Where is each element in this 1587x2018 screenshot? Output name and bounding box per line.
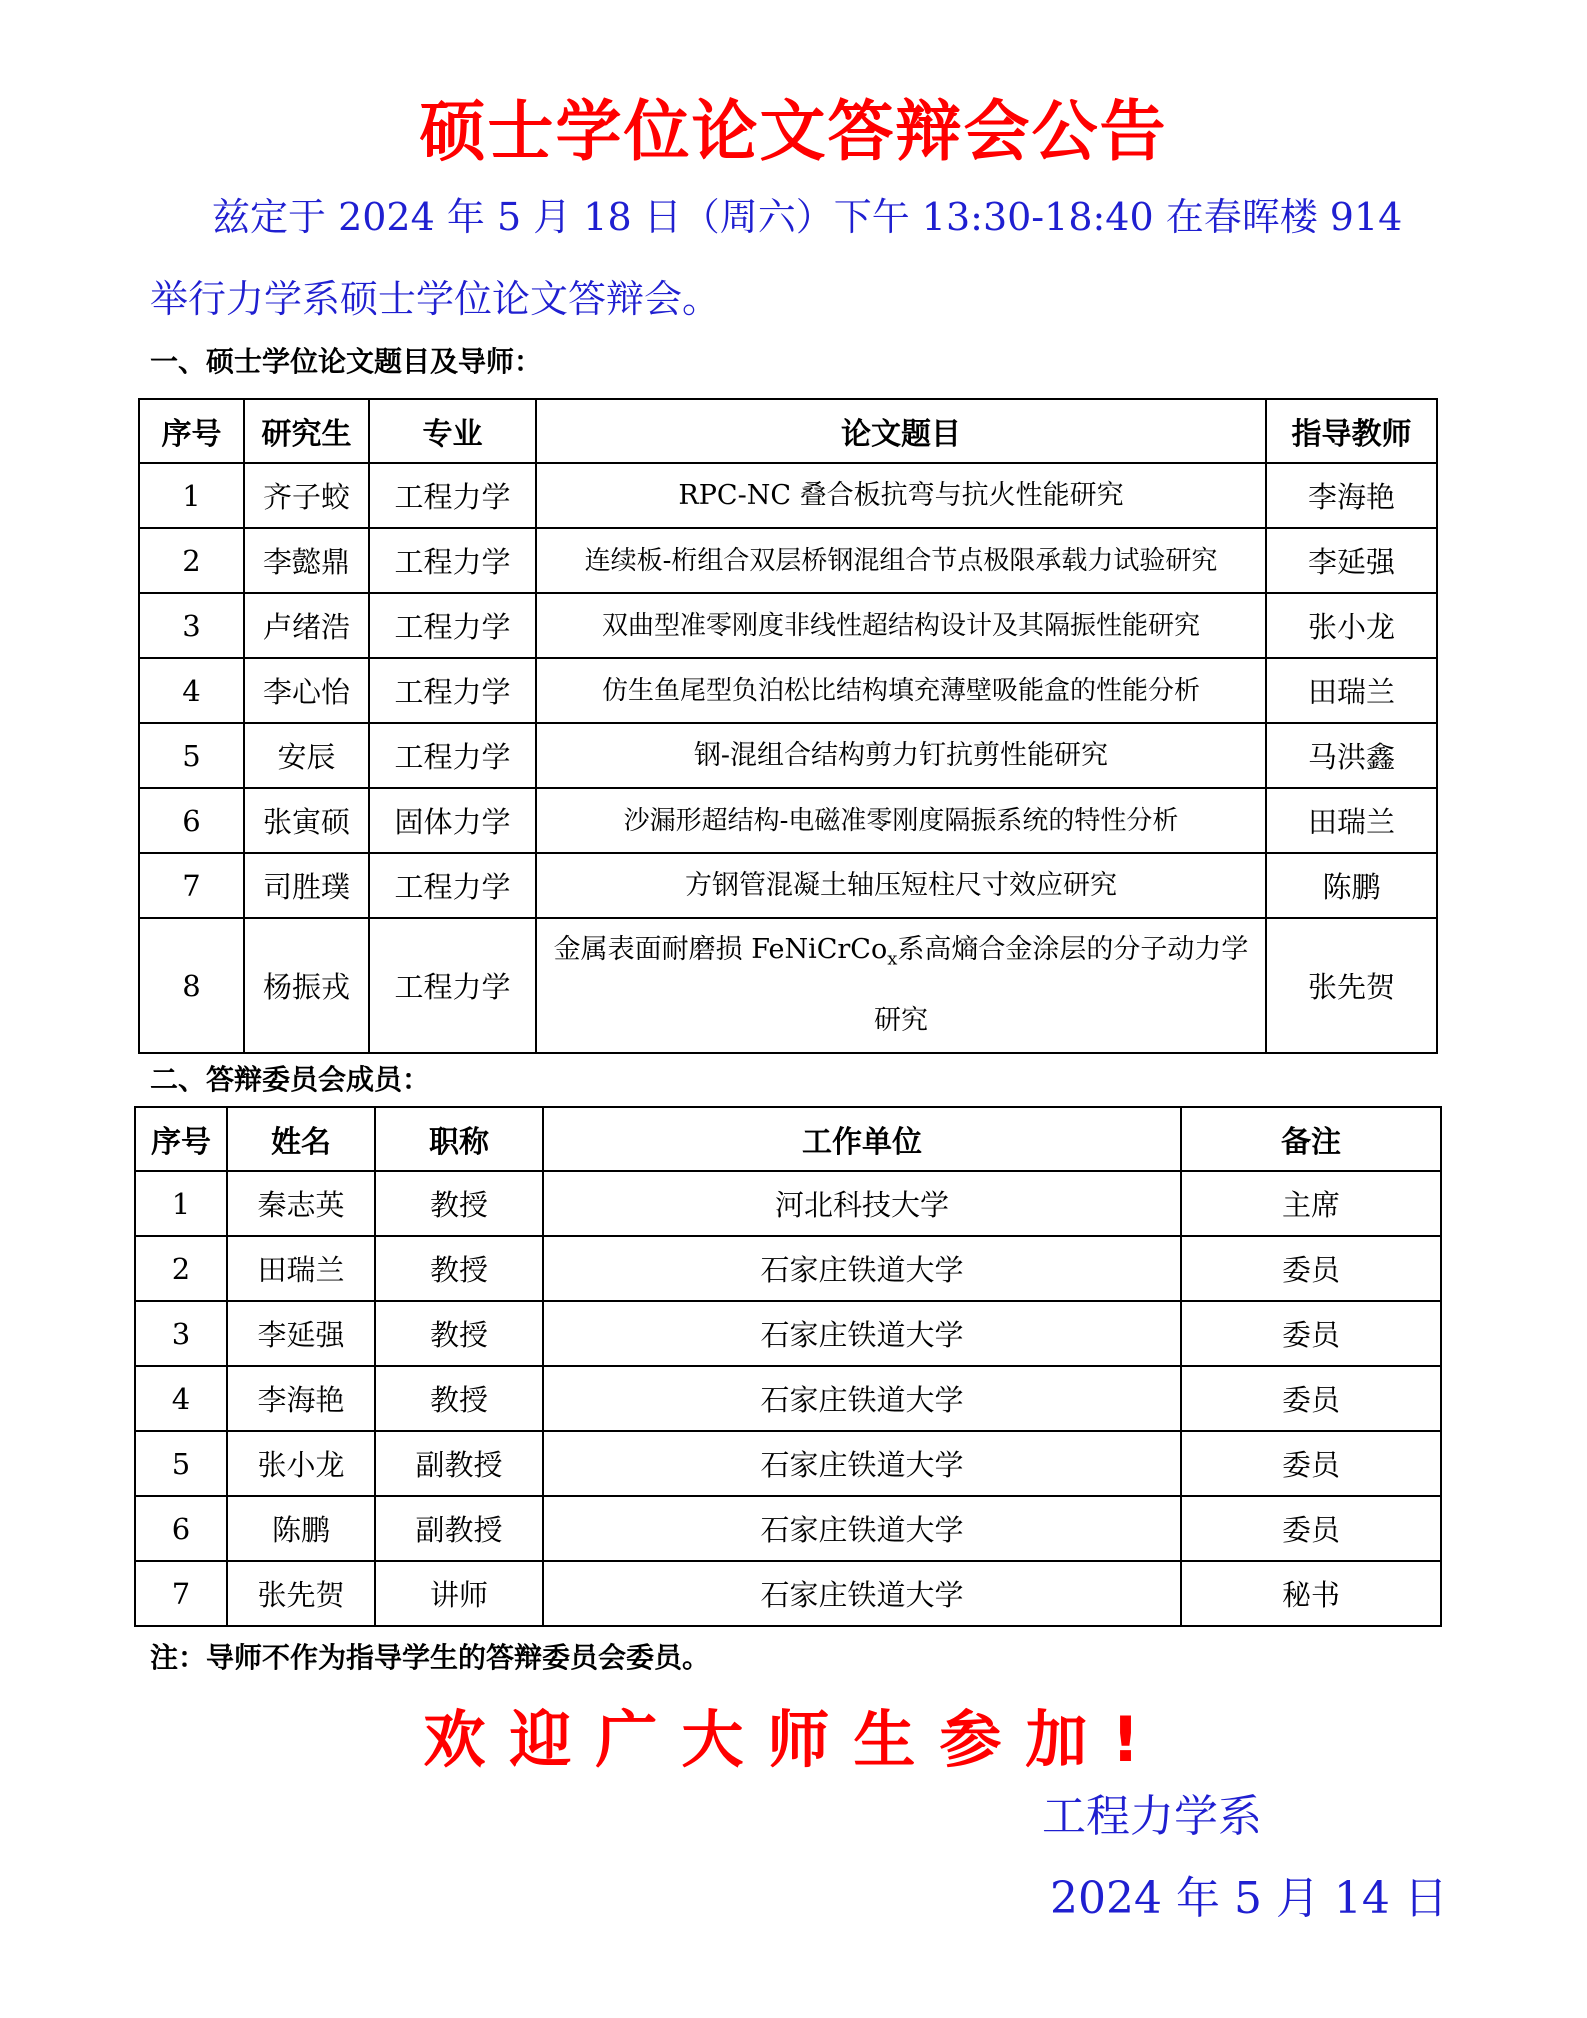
header-name: 姓名 — [227, 1107, 375, 1171]
section-thesis-heading: 一、硕士学位论文题目及导师： — [150, 345, 543, 378]
header-no: 序号 — [139, 399, 244, 463]
cell-no: 3 — [139, 593, 244, 658]
committee-table-header — [135, 1107, 1441, 1171]
cell-unit: 石家庄铁道大学 — [543, 1561, 1181, 1626]
cell-major: 工程力学 — [369, 593, 536, 658]
table-row — [135, 1301, 1441, 1366]
cell-title: 副教授 — [375, 1431, 543, 1496]
table-row — [139, 723, 1437, 788]
note-text: 注：导师不作为指导学生的答辩委员会委员。 — [150, 1641, 711, 1674]
cell-major: 固体力学 — [369, 788, 536, 853]
thesis-table-header — [139, 399, 1437, 463]
cell-no: 4 — [139, 658, 244, 723]
cell-name: 张小龙 — [227, 1431, 375, 1496]
cell-role: 委员 — [1181, 1236, 1441, 1301]
cell-role: 秘书 — [1181, 1561, 1441, 1626]
cell-unit: 石家庄铁道大学 — [543, 1496, 1181, 1561]
cell-role: 主席 — [1181, 1171, 1441, 1236]
header-role: 备注 — [1181, 1107, 1441, 1171]
cell-topic: 仿生鱼尾型负泊松比结构填充薄壁吸能盒的性能分析 — [536, 658, 1266, 723]
table-row — [135, 1496, 1441, 1561]
table-row — [135, 1561, 1441, 1626]
header-advisor: 指导教师 — [1266, 399, 1437, 463]
cell-student: 司胜璞 — [244, 853, 369, 918]
cell-student: 张寅硕 — [244, 788, 369, 853]
cell-no: 1 — [135, 1171, 227, 1236]
cell-student: 杨振戎 — [244, 918, 369, 1053]
topic-subscript: x — [887, 948, 898, 970]
table-row — [135, 1431, 1441, 1496]
cell-major: 工程力学 — [369, 918, 536, 1053]
cell-role: 委员 — [1181, 1366, 1441, 1431]
header-major: 专业 — [369, 399, 536, 463]
cell-no: 5 — [135, 1431, 227, 1496]
cell-student: 安辰 — [244, 723, 369, 788]
cell-topic: 连续板-桁组合双层桥钢混组合节点极限承载力试验研究 — [536, 528, 1266, 593]
cell-no: 8 — [139, 918, 244, 1053]
cell-student: 卢绪浩 — [244, 593, 369, 658]
cell-unit: 河北科技大学 — [543, 1171, 1181, 1236]
cell-no: 1 — [139, 463, 244, 528]
cell-unit: 石家庄铁道大学 — [543, 1236, 1181, 1301]
cell-unit: 石家庄铁道大学 — [543, 1301, 1181, 1366]
cell-topic — [536, 918, 1266, 1053]
cell-no: 7 — [139, 853, 244, 918]
cell-title: 教授 — [375, 1301, 543, 1366]
announcement-intro: 兹定于 2024 年 5 月 18 日（周六）下午 13:30-18:40 在春晖楼 914 举行力学系硕士学位论文答辩会。 — [150, 195, 1403, 321]
topic-text-pre: 金属表面耐磨损 FeNiCrCo — [553, 934, 888, 965]
header-student: 研究生 — [244, 399, 369, 463]
department-signature: 工程力学系 — [1042, 1791, 1262, 1842]
cell-major: 工程力学 — [369, 658, 536, 723]
cell-advisor: 田瑞兰 — [1266, 788, 1437, 853]
cell-name: 田瑞兰 — [227, 1236, 375, 1301]
table-row — [139, 788, 1437, 853]
cell-major: 工程力学 — [369, 723, 536, 788]
cell-no: 3 — [135, 1301, 227, 1366]
cell-title: 副教授 — [375, 1496, 543, 1561]
cell-advisor: 李延强 — [1266, 528, 1437, 593]
cell-advisor: 马洪鑫 — [1266, 723, 1437, 788]
table-row — [135, 1366, 1441, 1431]
cell-name: 陈鹏 — [227, 1496, 375, 1561]
cell-topic: 钢-混组合结构剪力钉抗剪性能研究 — [536, 723, 1266, 788]
cell-major: 工程力学 — [369, 528, 536, 593]
cell-title: 教授 — [375, 1366, 543, 1431]
cell-topic: 双曲型准零刚度非线性超结构设计及其隔振性能研究 — [536, 593, 1266, 658]
table-row — [139, 918, 1437, 1053]
cell-unit: 石家庄铁道大学 — [543, 1431, 1181, 1496]
cell-major: 工程力学 — [369, 853, 536, 918]
cell-name: 秦志英 — [227, 1171, 375, 1236]
cell-role: 委员 — [1181, 1496, 1441, 1561]
cell-student: 李懿鼎 — [244, 528, 369, 593]
cell-advisor: 张小龙 — [1266, 593, 1437, 658]
cell-name: 李延强 — [227, 1301, 375, 1366]
cell-advisor: 李海艳 — [1266, 463, 1437, 528]
cell-unit: 石家庄铁道大学 — [543, 1366, 1181, 1431]
cell-topic: 沙漏形超结构-电磁准零刚度隔振系统的特性分析 — [536, 788, 1266, 853]
cell-title: 讲师 — [375, 1561, 543, 1626]
cell-advisor: 张先贺 — [1266, 918, 1437, 1053]
cell-student: 李心怡 — [244, 658, 369, 723]
welcome-banner: 欢迎广大师生参加! — [423, 1703, 1164, 1776]
cell-advisor: 陈鹏 — [1266, 853, 1437, 918]
cell-name: 张先贺 — [227, 1561, 375, 1626]
cell-advisor: 田瑞兰 — [1266, 658, 1437, 723]
header-unit: 工作单位 — [543, 1107, 1181, 1171]
cell-title: 教授 — [375, 1171, 543, 1236]
cell-title: 教授 — [375, 1236, 543, 1301]
cell-name: 李海艳 — [227, 1366, 375, 1431]
cell-no: 7 — [135, 1561, 227, 1626]
section-committee-heading: 二、答辩委员会成员： — [150, 1063, 431, 1096]
table-row — [139, 463, 1437, 528]
topic-text-post: 系高熵合金涂层的分子动力学研究 — [874, 934, 1249, 1037]
cell-no: 2 — [139, 528, 244, 593]
cell-no: 4 — [135, 1366, 227, 1431]
cell-major: 工程力学 — [369, 463, 536, 528]
table-row — [139, 853, 1437, 918]
committee-table — [134, 1106, 1442, 1627]
cell-role: 委员 — [1181, 1301, 1441, 1366]
cell-no: 6 — [135, 1496, 227, 1561]
cell-student: 齐子蛟 — [244, 463, 369, 528]
header-title: 职称 — [375, 1107, 543, 1171]
cell-no: 5 — [139, 723, 244, 788]
cell-no: 6 — [139, 788, 244, 853]
cell-role: 委员 — [1181, 1431, 1441, 1496]
thesis-table — [138, 398, 1438, 1054]
header-no: 序号 — [135, 1107, 227, 1171]
cell-topic: RPC-NC 叠合板抗弯与抗火性能研究 — [536, 463, 1266, 528]
issue-date: 2024 年 5 月 14 日 — [1050, 1873, 1448, 1924]
table-row — [139, 593, 1437, 658]
cell-topic: 方钢管混凝土轴压短柱尺寸效应研究 — [536, 853, 1266, 918]
cell-no: 2 — [135, 1236, 227, 1301]
table-row — [135, 1236, 1441, 1301]
header-topic: 论文题目 — [536, 399, 1266, 463]
page-title: 硕士学位论文答辩会公告 — [419, 93, 1168, 170]
table-row — [139, 658, 1437, 723]
table-row — [139, 528, 1437, 593]
table-row — [135, 1171, 1441, 1236]
